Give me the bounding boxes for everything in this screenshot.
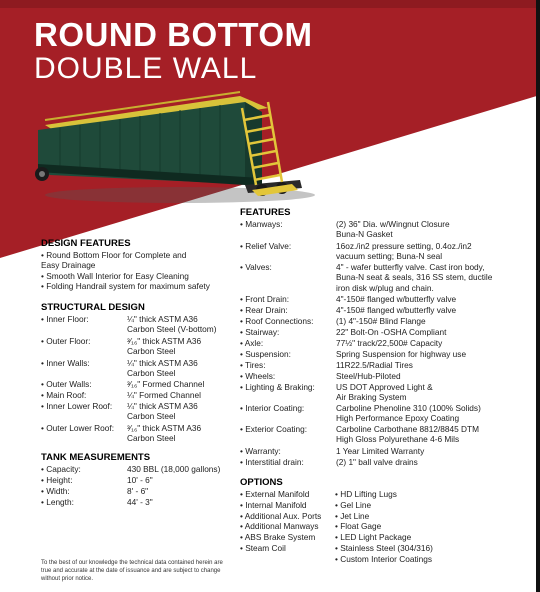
spec-label: • Inner Lower Roof: (41, 401, 113, 411)
options-heading: OPTIONS (240, 477, 283, 488)
feature-value: (1) 4"-150# Blind Flange (336, 316, 426, 326)
feature-label: • Relief Valve: (240, 241, 292, 251)
option-item: • Steam Coil (240, 543, 286, 553)
feature-value: 4"-150# flanged w/butterfly valve (336, 305, 457, 315)
design-feature-item: Easy Drainage (41, 260, 96, 271)
spec-label: • Outer Walls: (41, 379, 92, 389)
measure-label: • Length: (41, 497, 74, 507)
option-item: • External Manifold (240, 489, 310, 499)
tank-measurements-heading: TANK MEASUREMENTS (41, 452, 151, 463)
feature-label: • Valves: (240, 262, 272, 272)
spec-label: • Inner Floor: (41, 314, 89, 324)
measure-value: 430 BBL (18,000 gallons) (127, 464, 221, 474)
feature-label: • Wheels: (240, 371, 276, 381)
option-item: • Internal Manifold (240, 499, 307, 510)
spec-label: • Outer Floor: (41, 336, 91, 346)
feature-value: (2) 36" Dia. w/Wingnut Closure Buna-N Gasket (336, 219, 450, 240)
feature-label: • Manways: (240, 219, 283, 229)
feature-label: • Roof Connections: (240, 316, 314, 326)
feature-label: • Interior Coating: (240, 403, 305, 413)
tank-trailer-image (30, 90, 315, 210)
feature-value: US DOT Approved Light & Air Braking System (336, 382, 433, 403)
feature-value: Carboline Carbothane 8812/8845 DTM High Gloss Polyurethane 4-6 Mils (336, 424, 479, 445)
spec-value: ¼" Formed Channel (127, 390, 201, 400)
feature-label: • Warranty: (240, 446, 281, 456)
option-item: • LED Light Package (335, 532, 412, 543)
feature-value: Spring Suspension for highway use (336, 349, 467, 359)
spec-value: ³⁄₁₆" thick ASTM A36 Carbon Steel (127, 336, 202, 357)
feature-value: 11R22.5/Radial Tires (336, 360, 413, 370)
option-item: • Additional Aux. Ports (240, 510, 322, 521)
title-line-2: DOUBLE WALL (34, 52, 258, 85)
option-item: • Custom Interior Coatings (335, 553, 432, 564)
feature-value: 1 Year Limited Warranty (336, 446, 425, 456)
option-item: • Jet Line (335, 510, 370, 521)
option-item: • Stainless Steel (304/316) (335, 543, 433, 553)
option-item: • Float Gage (335, 521, 382, 532)
measure-label: • Capacity: (41, 464, 81, 474)
feature-label: • Suspension: (240, 349, 291, 359)
spec-label: • Inner Walls: (41, 358, 90, 368)
feature-label: • Front Drain: (240, 294, 290, 304)
design-features-heading: DESIGN FEATURES (41, 238, 131, 249)
measure-label: • Height: (41, 475, 73, 485)
feature-label: • Stairway: (240, 327, 280, 337)
feature-value: Carboline Phenoline 310 (100% Solids) High Performance Epoxy Coating (336, 403, 481, 424)
features-heading: FEATURES (240, 207, 291, 218)
option-item: • Additional Manways (240, 521, 319, 532)
feature-value: Steel/Hub-Piloted (336, 371, 401, 381)
feature-value: 22" Bolt-On -OSHA Compliant (336, 327, 447, 337)
measure-value: 10' - 6" (127, 475, 153, 485)
spec-label: • Outer Lower Roof: (41, 423, 114, 433)
spec-value: ¼" thick ASTM A36 Carbon Steel (127, 358, 198, 379)
spec-value: ¼" thick ASTM A36 Carbon Steel (127, 401, 198, 422)
measure-value: 8' - 6" (127, 486, 149, 496)
option-item: • HD Lifting Lugs (335, 489, 397, 499)
measure-label: • Width: (41, 486, 70, 496)
design-feature-item: • Round Bottom Floor for Complete and (41, 250, 187, 260)
spec-label: • Main Roof: (41, 390, 87, 400)
structural-design-heading: STRUCTURAL DESIGN (41, 302, 145, 313)
feature-value: 4"-150# flanged w/butterfly valve (336, 294, 457, 304)
design-feature-item: • Smooth Wall Interior for Easy Cleaning (41, 270, 189, 281)
feature-value: 4" - wafer butterfly valve. Cast iron body, Buna-N seat & seals, 316 SS stem, ductile iron disk w/plug and chain. (336, 262, 493, 293)
feature-label: • Lighting & Braking: (240, 382, 315, 392)
option-item: • Gel Line (335, 499, 372, 510)
spec-value: ³⁄₁₆" thick ASTM A36 Carbon Steel (127, 423, 202, 444)
option-item: • ABS Brake System (240, 532, 316, 543)
feature-value: (2) 1" ball valve drains (336, 457, 418, 467)
design-feature-item: • Folding Handrail system for maximum safety (41, 281, 210, 292)
feature-label: • Interstitial drain: (240, 457, 304, 467)
feature-label: • Tires: (240, 360, 266, 370)
feature-value: 77½" track/22,500# Capacity (336, 338, 443, 348)
feature-label: • Axle: (240, 338, 264, 348)
page-edge (536, 0, 540, 592)
spec-value: ¼" thick ASTM A36 Carbon Steel (V-bottom) (127, 314, 217, 335)
spec-value: ³⁄₁₆" Formed Channel (127, 379, 205, 389)
disclaimer-text: To the best of our knowledge the technical data contained herein are true and accurate at the date of issuance and are subject to change without prior notice. (41, 560, 223, 582)
feature-value: 16oz./in2 pressure setting, 0.4oz./in2 vacuum setting; Buna-N seal (336, 241, 472, 262)
measure-value: 44' - 3" (127, 497, 153, 507)
title-line-1: ROUND BOTTOM (34, 16, 313, 53)
feature-label: • Exterior Coating: (240, 424, 308, 434)
feature-label: • Rear Drain: (240, 305, 288, 315)
